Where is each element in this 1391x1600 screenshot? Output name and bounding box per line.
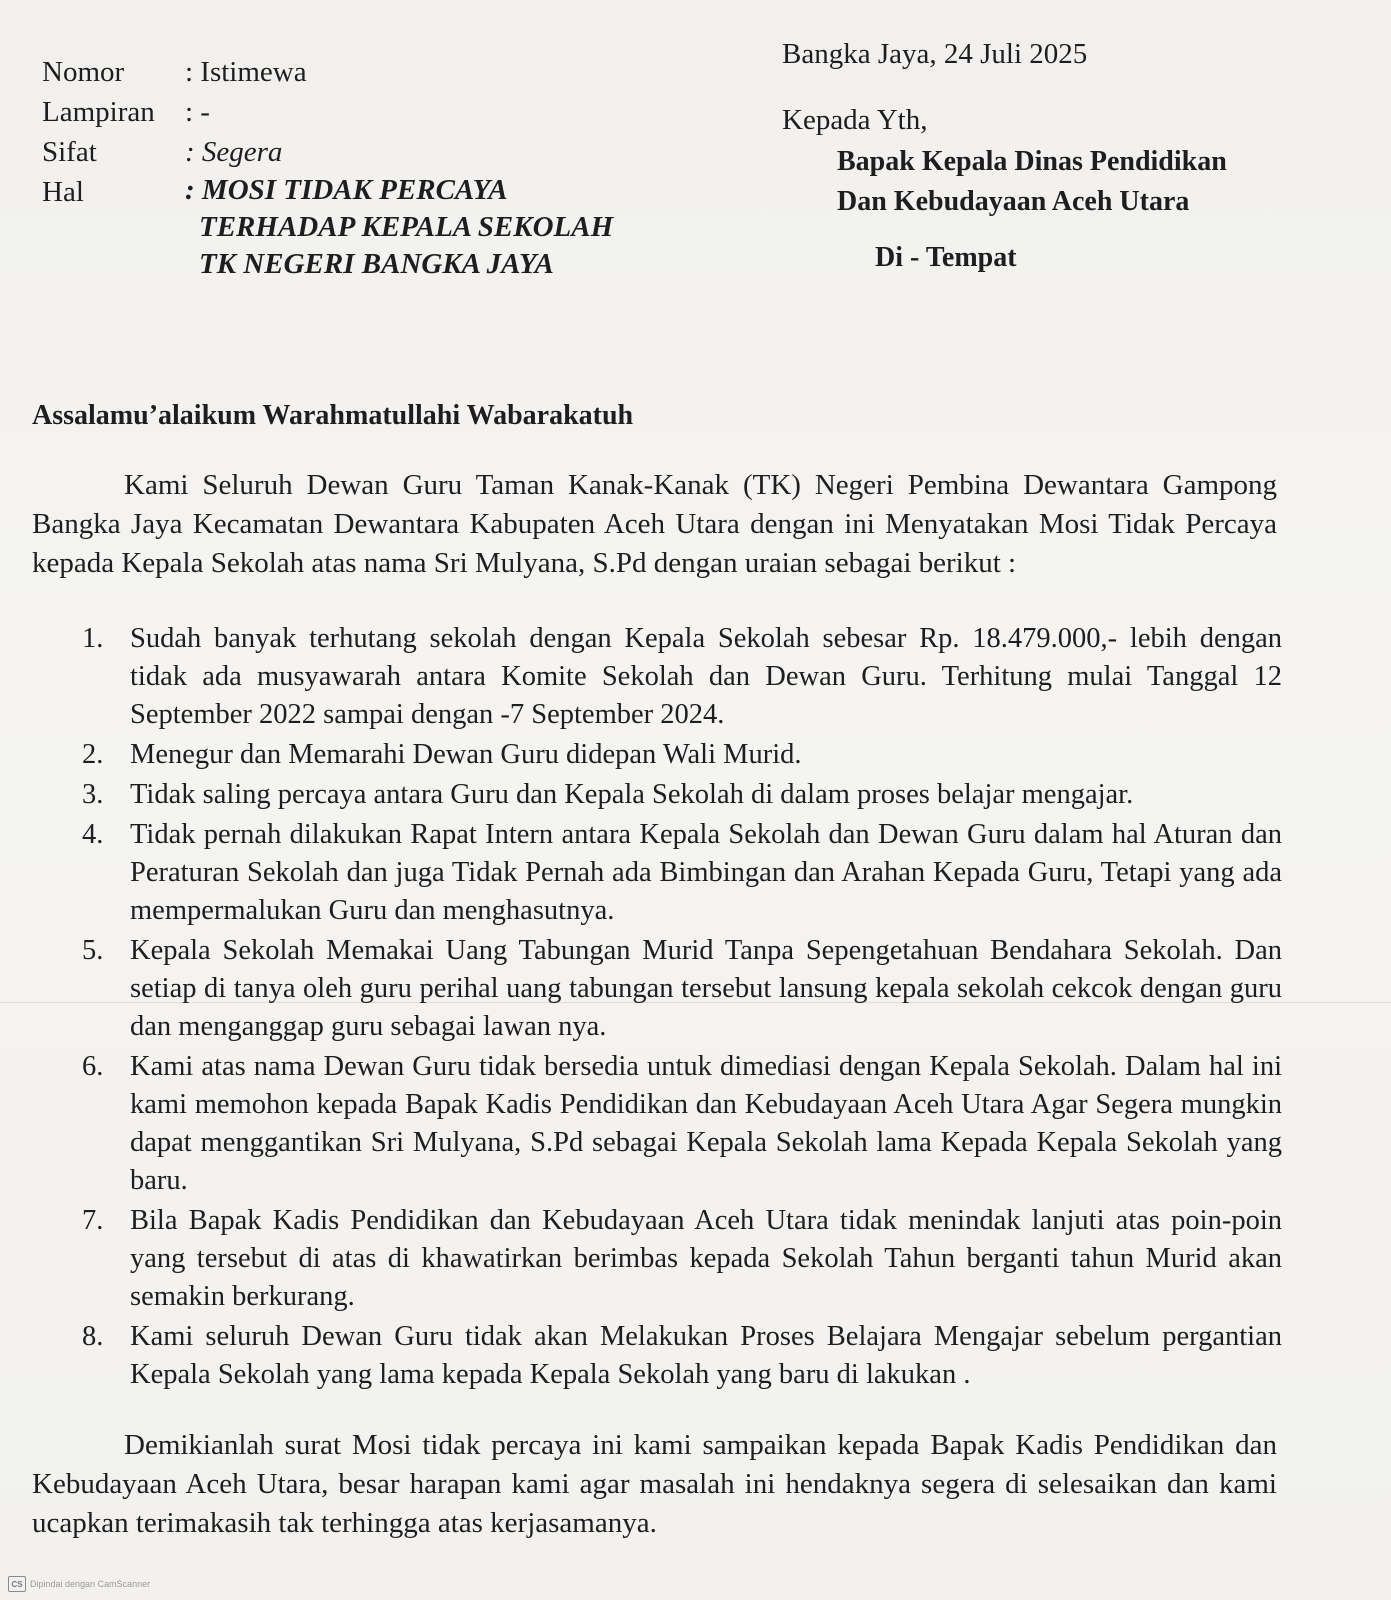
- meta-row-lampiran: [42, 92, 613, 132]
- list-text: Kepala Sekolah Memakai Uang Tabungan Murid Tanpa Sepengetahuan Bendahara Sekolah. Dan setiap di tanya oleh guru perihal uang tabungan tersebut lansung kepala sekolah cekcok dengan guru dan menganggap guru sebagai lawan nya.: [130, 935, 1282, 1042]
- list-text: Kami atas nama Dewan Guru tidak bersedia untuk dimediasi dengan Kepala Sekolah. Dalam hal ini kami memohon kepada Bapak Kadis Pendidikan dan Kebudayaan Aceh Utara Agar Segera mungkin dapat menggantikan Sri Mulyana, S.Pd sebagai Kepala Sekolah lama Kepada Kepala Sekolah yang baru.: [130, 1051, 1282, 1196]
- intro-paragraph: Kami Seluruh Dewan Guru Taman Kanak-Kanak (TK) Negeri Pembina Dewantara Gampong Bangka Jaya Kecamatan Dewantara Kabupaten Aceh Utara dengan ini Menyatakan Mosi Tidak Percaya kepada Kepala Sekolah atas nama Sri Mulyana, S.Pd dengan uraian sebagai berikut :: [32, 469, 1277, 579]
- meta-label: Hal: [42, 176, 84, 208]
- list-item: [82, 932, 1282, 1046]
- list-number: 4.: [82, 819, 104, 850]
- recipient-line-1: Bapak Kepala Dinas Pendidikan: [837, 146, 1227, 177]
- recipient-line-2: Dan Kebudayaan Aceh Utara: [837, 186, 1190, 217]
- list-number: 2.: [82, 739, 104, 770]
- greeting: Assalamu’alaikum Warahmatullahi Wabarakatuh: [32, 400, 634, 431]
- list-number: 5.: [82, 935, 104, 966]
- list-text: Tidak saling percaya antara Guru dan Kepala Sekolah di dalam proses belajar mengajar.: [130, 779, 1134, 810]
- list-number: 8.: [82, 1321, 104, 1352]
- meta-value: : -: [185, 96, 210, 128]
- subject-line-3: TK NEGERI BANGKA JAYA: [199, 248, 554, 280]
- meta-row-hal: [42, 172, 613, 283]
- scanner-caption: Dipindai dengan CamScanner: [30, 1579, 151, 1589]
- meta-value: : Istimewa: [185, 56, 307, 88]
- meta-label: Sifat: [42, 136, 97, 168]
- meta-value: : Segera: [185, 136, 283, 168]
- list-item: [82, 1202, 1282, 1316]
- meta-row-nomor: [42, 52, 613, 92]
- meta-row-sifat: [42, 132, 613, 172]
- list-text: Menegur dan Memarahi Dewan Guru didepan Wali Murid.: [130, 739, 802, 770]
- list-text: Bila Bapak Kadis Pendidikan dan Kebudayaan Aceh Utara tidak menindak lanjuti atas poin-poin yang tersebut di atas di khawatirkan berimbas kepada Sekolah Tahun berganti tahun Murid akan semakin berkurang.: [130, 1205, 1282, 1312]
- list-number: 1.: [82, 623, 104, 654]
- subject-line-2: TERHADAP KEPALA SEKOLAH: [199, 211, 614, 243]
- list-number: 6.: [82, 1051, 104, 1082]
- subject-line: [185, 172, 613, 283]
- letter-date: Bangka Jaya, 24 Juli 2025: [782, 38, 1088, 70]
- addressee-intro: Kepada Yth,: [782, 104, 928, 136]
- di-tempat: Di - Tempat: [875, 242, 1017, 273]
- list-item: [82, 776, 1282, 814]
- closing-paragraph: Demikianlah surat Mosi tidak percaya ini kami sampaikan kepada Bapak Kadis Pendidikan dan Kebudayaan Aceh Utara, besar harapan kami agar masalah ini hendaknya segera di selesaikan dan kami ucapkan terimakasih tak terhingga atas kerjasamanya.: [32, 1429, 1277, 1539]
- points-list: [82, 620, 1282, 1396]
- scanner-watermark: [8, 1576, 150, 1592]
- list-item: [82, 620, 1282, 734]
- list-text: Kami seluruh Dewan Guru tidak akan Melakukan Proses Belajara Mengajar sebelum pergantian Kepala Sekolah yang lama kepada Kepala Sekolah yang baru di lakukan .: [130, 1321, 1282, 1390]
- meta-label: Lampiran: [42, 96, 155, 128]
- letter-meta: [42, 52, 613, 283]
- recipient: [837, 142, 1227, 222]
- subject-line-1: : MOSI TIDAK PERCAYA: [185, 174, 508, 206]
- meta-label: Nomor: [42, 56, 125, 88]
- list-item: [82, 1318, 1282, 1394]
- list-item: [82, 736, 1282, 774]
- list-item: [82, 1048, 1282, 1200]
- camscanner-logo-icon: CS: [8, 1576, 26, 1592]
- list-number: 7.: [82, 1205, 104, 1236]
- list-text: Tidak pernah dilakukan Rapat Intern antara Kepala Sekolah dan Dewan Guru dalam hal Aturan dan Peraturan Sekolah dan juga Tidak Pernah ada Bimbingan dan Arahan Kepada Guru, Tetapi yang ada mempermalukan Guru dan menghasutnya.: [130, 819, 1282, 926]
- list-text: Sudah banyak terhutang sekolah dengan Kepala Sekolah sebesar Rp. 18.479.000,- lebih dengan tidak ada musyawarah antara Komite Sekolah dan Dewan Guru. Terhitung mulai Tanggal 12 September 2022 sampai dengan -7 September 2024.: [130, 623, 1282, 730]
- list-number: 3.: [82, 779, 104, 810]
- list-item: [82, 816, 1282, 930]
